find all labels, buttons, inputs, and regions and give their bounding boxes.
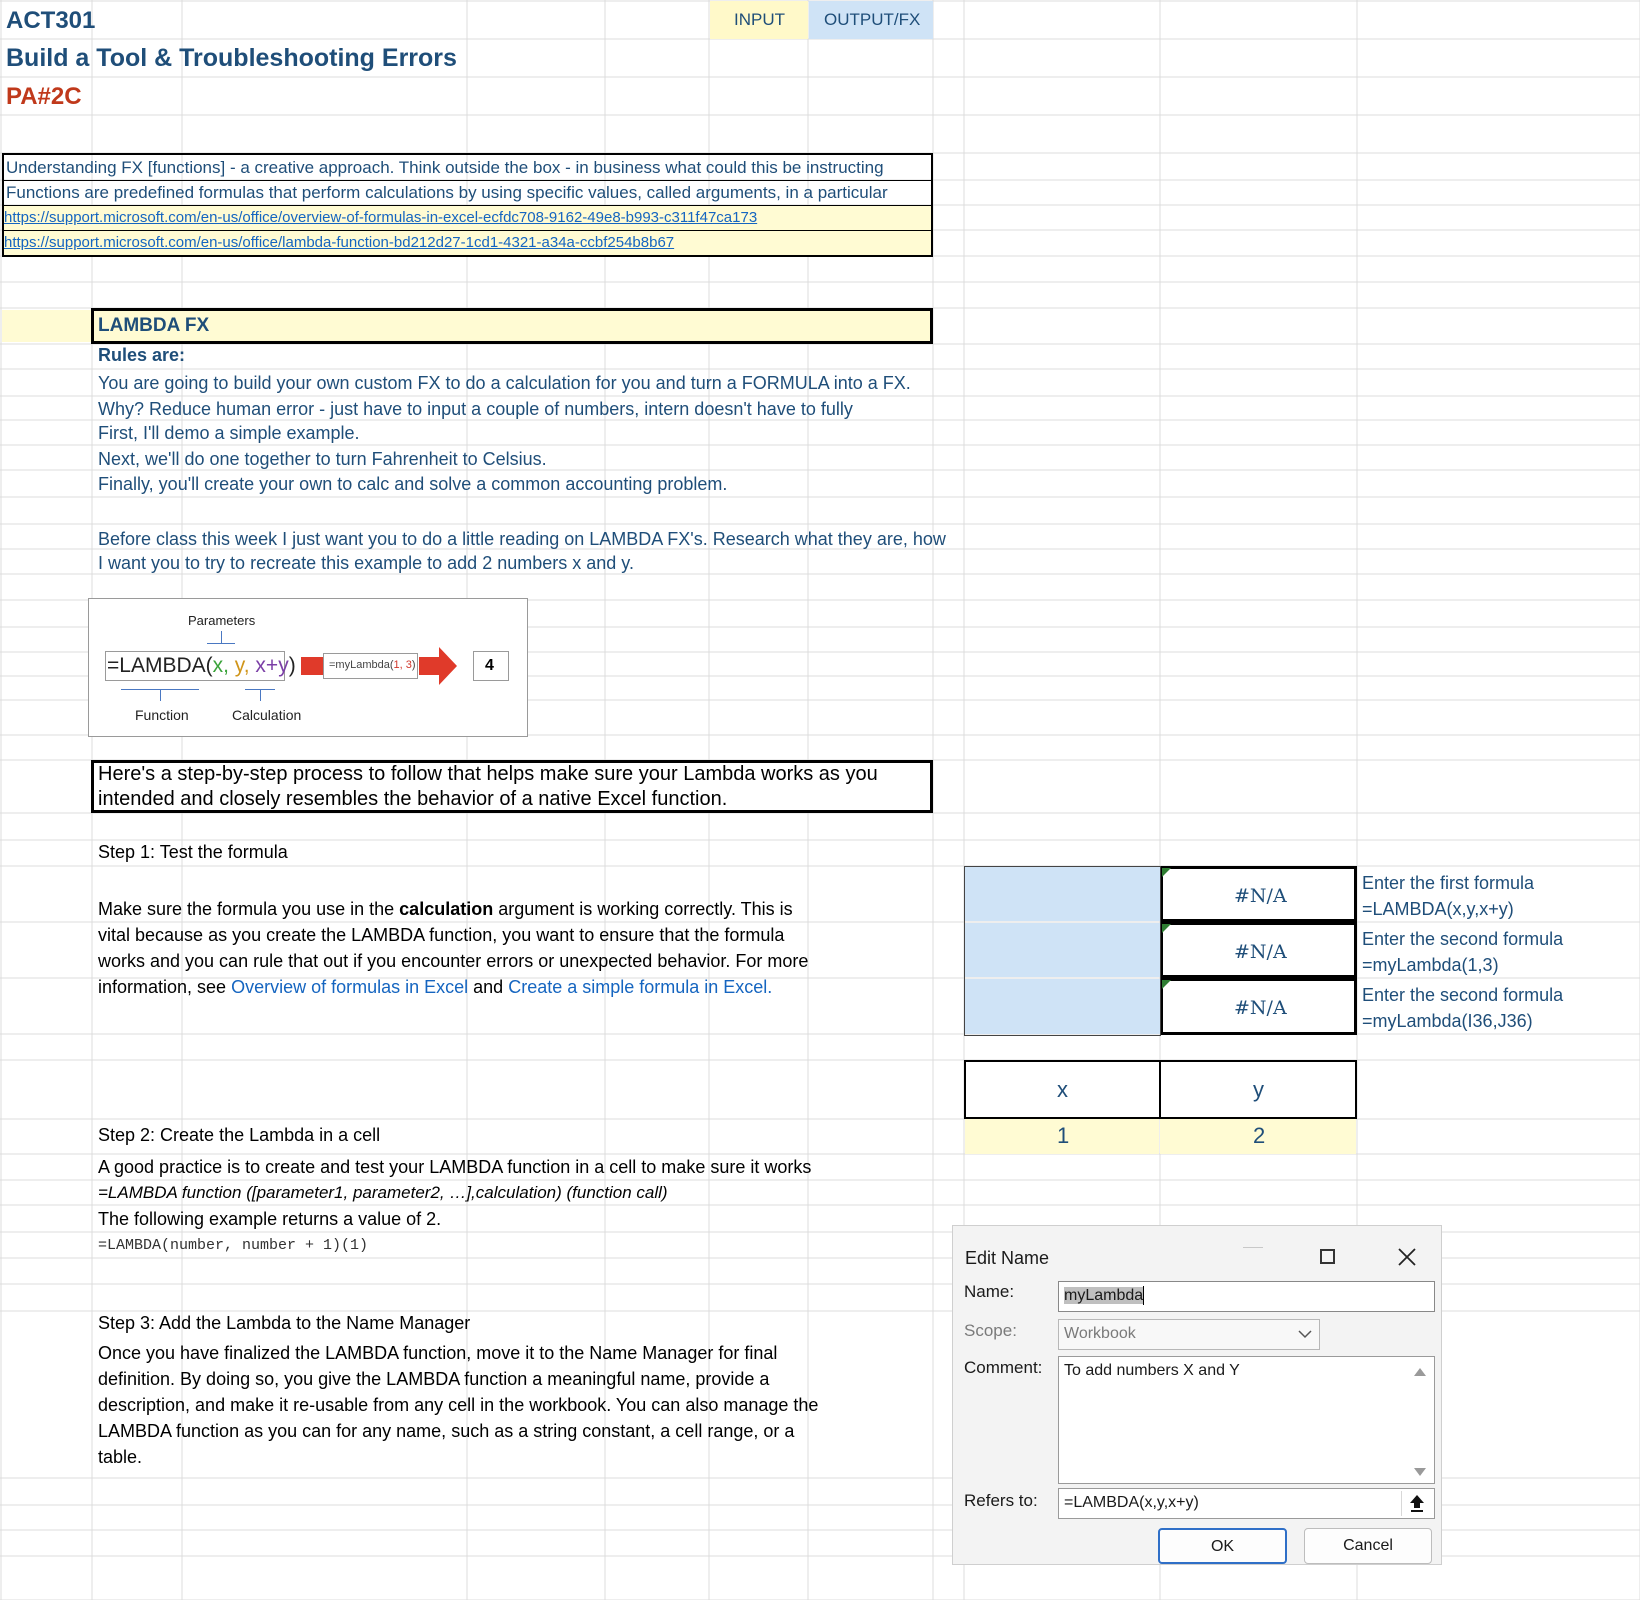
step1-line-4-mid: and [468, 977, 509, 997]
intro-line-1: Understanding FX [functions] - a creative approach. Think outside the box - in business what could this be instructing [6, 158, 884, 177]
cancel-button[interactable]: Cancel [1304, 1528, 1432, 1564]
scope-select[interactable] [1058, 1319, 1320, 1350]
step2-line-3: The following example returns a value of 2. [98, 1209, 442, 1229]
step3-line-4: LAMBDA function as you can for any name, such as a string constant, a cell range, or a [98, 1421, 795, 1441]
step1-title: Step 1: Test the formula [98, 842, 288, 862]
chevron-down-stroke [1299, 1331, 1311, 1337]
formula-calculation: x+y [249, 654, 289, 677]
steps-intro-line-2: intended and closely resembles the behavior of a native Excel function. [98, 788, 728, 810]
parameters-label: Parameters [188, 613, 256, 628]
error-triangle-3 [1162, 980, 1171, 989]
step1-line-1-start: Make sure the formula you use in the [98, 899, 400, 919]
call-prefix: =myLambda( [329, 659, 394, 671]
page-title: Build a Tool & Troubleshooting Errors [6, 44, 457, 72]
step2-line-2: =LAMBDA function ([parameter1, parameter2, …],calculation) (function call) [98, 1183, 668, 1202]
rule-4: Next, we'll do one together to turn Fahrenheit to Celsius. [98, 449, 547, 469]
step1-line-4-start: information, see [98, 977, 232, 997]
reading-line-1: Before class this week I just want you to do a little reading on LAMBDA FX's. Research what they are, how [98, 529, 946, 549]
steps-intro-line-1: Here's a step-by-step process to follow that helps make sure your Lambda works as you [98, 763, 878, 785]
step2-title: Step 2: Create the Lambda in a cell [98, 1125, 381, 1145]
course-code: ACT301 [6, 7, 96, 34]
y-value: 2 [1253, 1123, 1266, 1148]
formulas-overview-link[interactable]: https://support.microsoft.com/en-us/office/overview-of-formulas-in-excel-ecfdc708-9162-49e8-b993-c311f47ca173 [4, 209, 758, 226]
minimize-icon[interactable] [1243, 1247, 1263, 1248]
lambda-function-link[interactable]: https://support.microsoft.com/en-us/office/lambda-function-bd212d27-1cd1-4321-a34a-ccbf254b8b67 [4, 234, 675, 251]
output-tab-label[interactable]: OUTPUT/FX [824, 10, 921, 29]
step3-title: Step 3: Add the Lambda to the Name Manager [98, 1313, 471, 1333]
calculation-bracket-stem [260, 689, 261, 701]
note-3-formula: =myLambda(I36,J36) [1362, 1011, 1533, 1031]
mylambda-call [329, 655, 416, 675]
function-label: Function [135, 707, 189, 723]
upload-arrow-base [1411, 1510, 1423, 1512]
lambda-formula [107, 653, 296, 679]
refers-to-value: =LAMBDA(x,y,x+y) [1064, 1494, 1199, 1511]
arrow-bar-left [301, 657, 323, 675]
scope-value: Workbook [1064, 1325, 1136, 1342]
assignment-code: PA#2C [6, 83, 82, 110]
step3-line-3: description, and make it re-usable from any cell in the workbook. You can also manage the [98, 1395, 819, 1415]
step1-line-1 [98, 897, 793, 921]
comment-value: To add numbers X and Y [1064, 1362, 1240, 1379]
refers-to-label: Refers to: [964, 1491, 1038, 1510]
lambda-diagram [88, 598, 528, 737]
error-indicator-3 [1162, 980, 1172, 990]
step2-line-1: A good practice is to create and test your LAMBDA function in a cell to make sure it works [98, 1157, 812, 1177]
step1-line-1-end: argument is working correctly. This is [493, 899, 793, 919]
error-indicator-1 [1162, 868, 1172, 878]
comment-textarea[interactable] [1058, 1356, 1435, 1484]
function-bracket-stem [160, 689, 161, 701]
error-indicator-2 [1162, 924, 1172, 934]
scope-label: Scope: [964, 1321, 1017, 1340]
scroll-down-icon[interactable] [1414, 1467, 1426, 1477]
lambda-heading-frame [91, 308, 933, 344]
step1-line-4 [98, 975, 772, 999]
calculation-label: Calculation [232, 707, 302, 723]
text-cursor [1143, 1286, 1144, 1305]
note-2-formula: =myLambda(1,3) [1362, 955, 1499, 975]
rules-label: Rules are: [98, 345, 186, 365]
upload-arrow-head [1410, 1495, 1424, 1508]
formula-equals: =LAMBDA( [107, 654, 213, 677]
rule-3: First, I'll demo a simple example. [98, 423, 360, 443]
rule-2: Why? Reduce human error - just have to input a couple of numbers, intern doesn't have to fully [98, 399, 853, 419]
result-value: 4 [485, 657, 494, 674]
call-close: ) [411, 659, 416, 671]
intro-line-2: Functions are predefined formulas that perform calculations by using specific values, called arguments, in a particular [6, 183, 888, 202]
step1-line-3: works and you can rule that out if you encounter errors or unexpected behavior. For more [98, 951, 809, 971]
overview-formulas-link[interactable]: Overview of formulas in Excel [231, 977, 469, 997]
reading-line-2: I want you to try to recreate this example to add 2 numbers x and y. [98, 553, 634, 573]
step3-line-5: table. [98, 1447, 143, 1467]
rule-1: You are going to build your own custom FX to do a calculation for you and turn a FORMULA into a FX. [98, 373, 911, 393]
formula-y-param: y, [228, 654, 250, 677]
maximize-icon[interactable] [1320, 1249, 1335, 1264]
rule-5: Finally, you'll create your own to calc and solve a common accounting problem. [98, 474, 728, 494]
input-tab-label[interactable]: INPUT [734, 10, 785, 29]
refers-to-input[interactable] [1058, 1488, 1435, 1519]
scroll-up-arrow [1414, 1368, 1426, 1376]
formula-x-param: x, [212, 654, 229, 677]
lambda-heading: LAMBDA FX [98, 315, 210, 336]
call-args: 1, 3 [393, 659, 412, 671]
scroll-up-icon[interactable] [1414, 1367, 1426, 1377]
result-value-2: #N/A [1234, 941, 1287, 963]
close-icon[interactable] [1398, 1248, 1416, 1266]
input-cells-border [964, 866, 1161, 1036]
parameters-bracket-bar [207, 643, 235, 644]
step1-line-2: vital because as you create the LAMBDA function, you want to ensure that the formula [98, 925, 785, 945]
step1-calculation-bold: calculation [399, 899, 494, 919]
red-arrow [419, 647, 459, 685]
ok-button[interactable]: OK [1158, 1528, 1287, 1564]
note-2-title: Enter the second formula [1362, 929, 1564, 949]
scroll-down-arrow [1414, 1468, 1426, 1476]
step2-code: =LAMBDA(number, number + 1)(1) [98, 1237, 369, 1254]
step3-line-2: definition. By doing so, you give the LAMBDA function a meaningful name, provide a [98, 1369, 770, 1389]
simple-formula-link[interactable]: Create a simple formula in Excel. [508, 977, 773, 997]
error-triangle-2 [1162, 924, 1171, 933]
name-input[interactable] [1058, 1281, 1435, 1312]
note-1-formula: =LAMBDA(x,y,x+y) [1362, 899, 1514, 919]
y-label: y [1253, 1077, 1264, 1102]
note-3-title: Enter the second formula [1362, 985, 1564, 1005]
step3-line-1: Once you have finalized the LAMBDA function, move it to the Name Manager for final [98, 1343, 778, 1363]
formula-close-paren: ) [288, 654, 296, 677]
edit-name-dialog[interactable] [952, 1225, 1442, 1565]
x-label: x [1057, 1077, 1068, 1102]
x-value: 1 [1057, 1123, 1070, 1148]
upload-arrow-icon [1410, 1495, 1424, 1512]
dialog-title: Edit Name [965, 1248, 1050, 1268]
result-value-3: #N/A [1234, 997, 1287, 1019]
collapse-dialog-button[interactable] [1401, 1491, 1432, 1516]
name-label: Name: [964, 1282, 1015, 1301]
error-triangle-1 [1162, 868, 1171, 877]
note-1-title: Enter the first formula [1362, 873, 1535, 893]
result-value-1: #N/A [1234, 885, 1287, 907]
chevron-down-icon[interactable] [1298, 1329, 1312, 1339]
red-arrow-shape [419, 647, 457, 685]
name-input-value: myLambda [1064, 1287, 1144, 1304]
comment-label: Comment: [964, 1358, 1043, 1377]
